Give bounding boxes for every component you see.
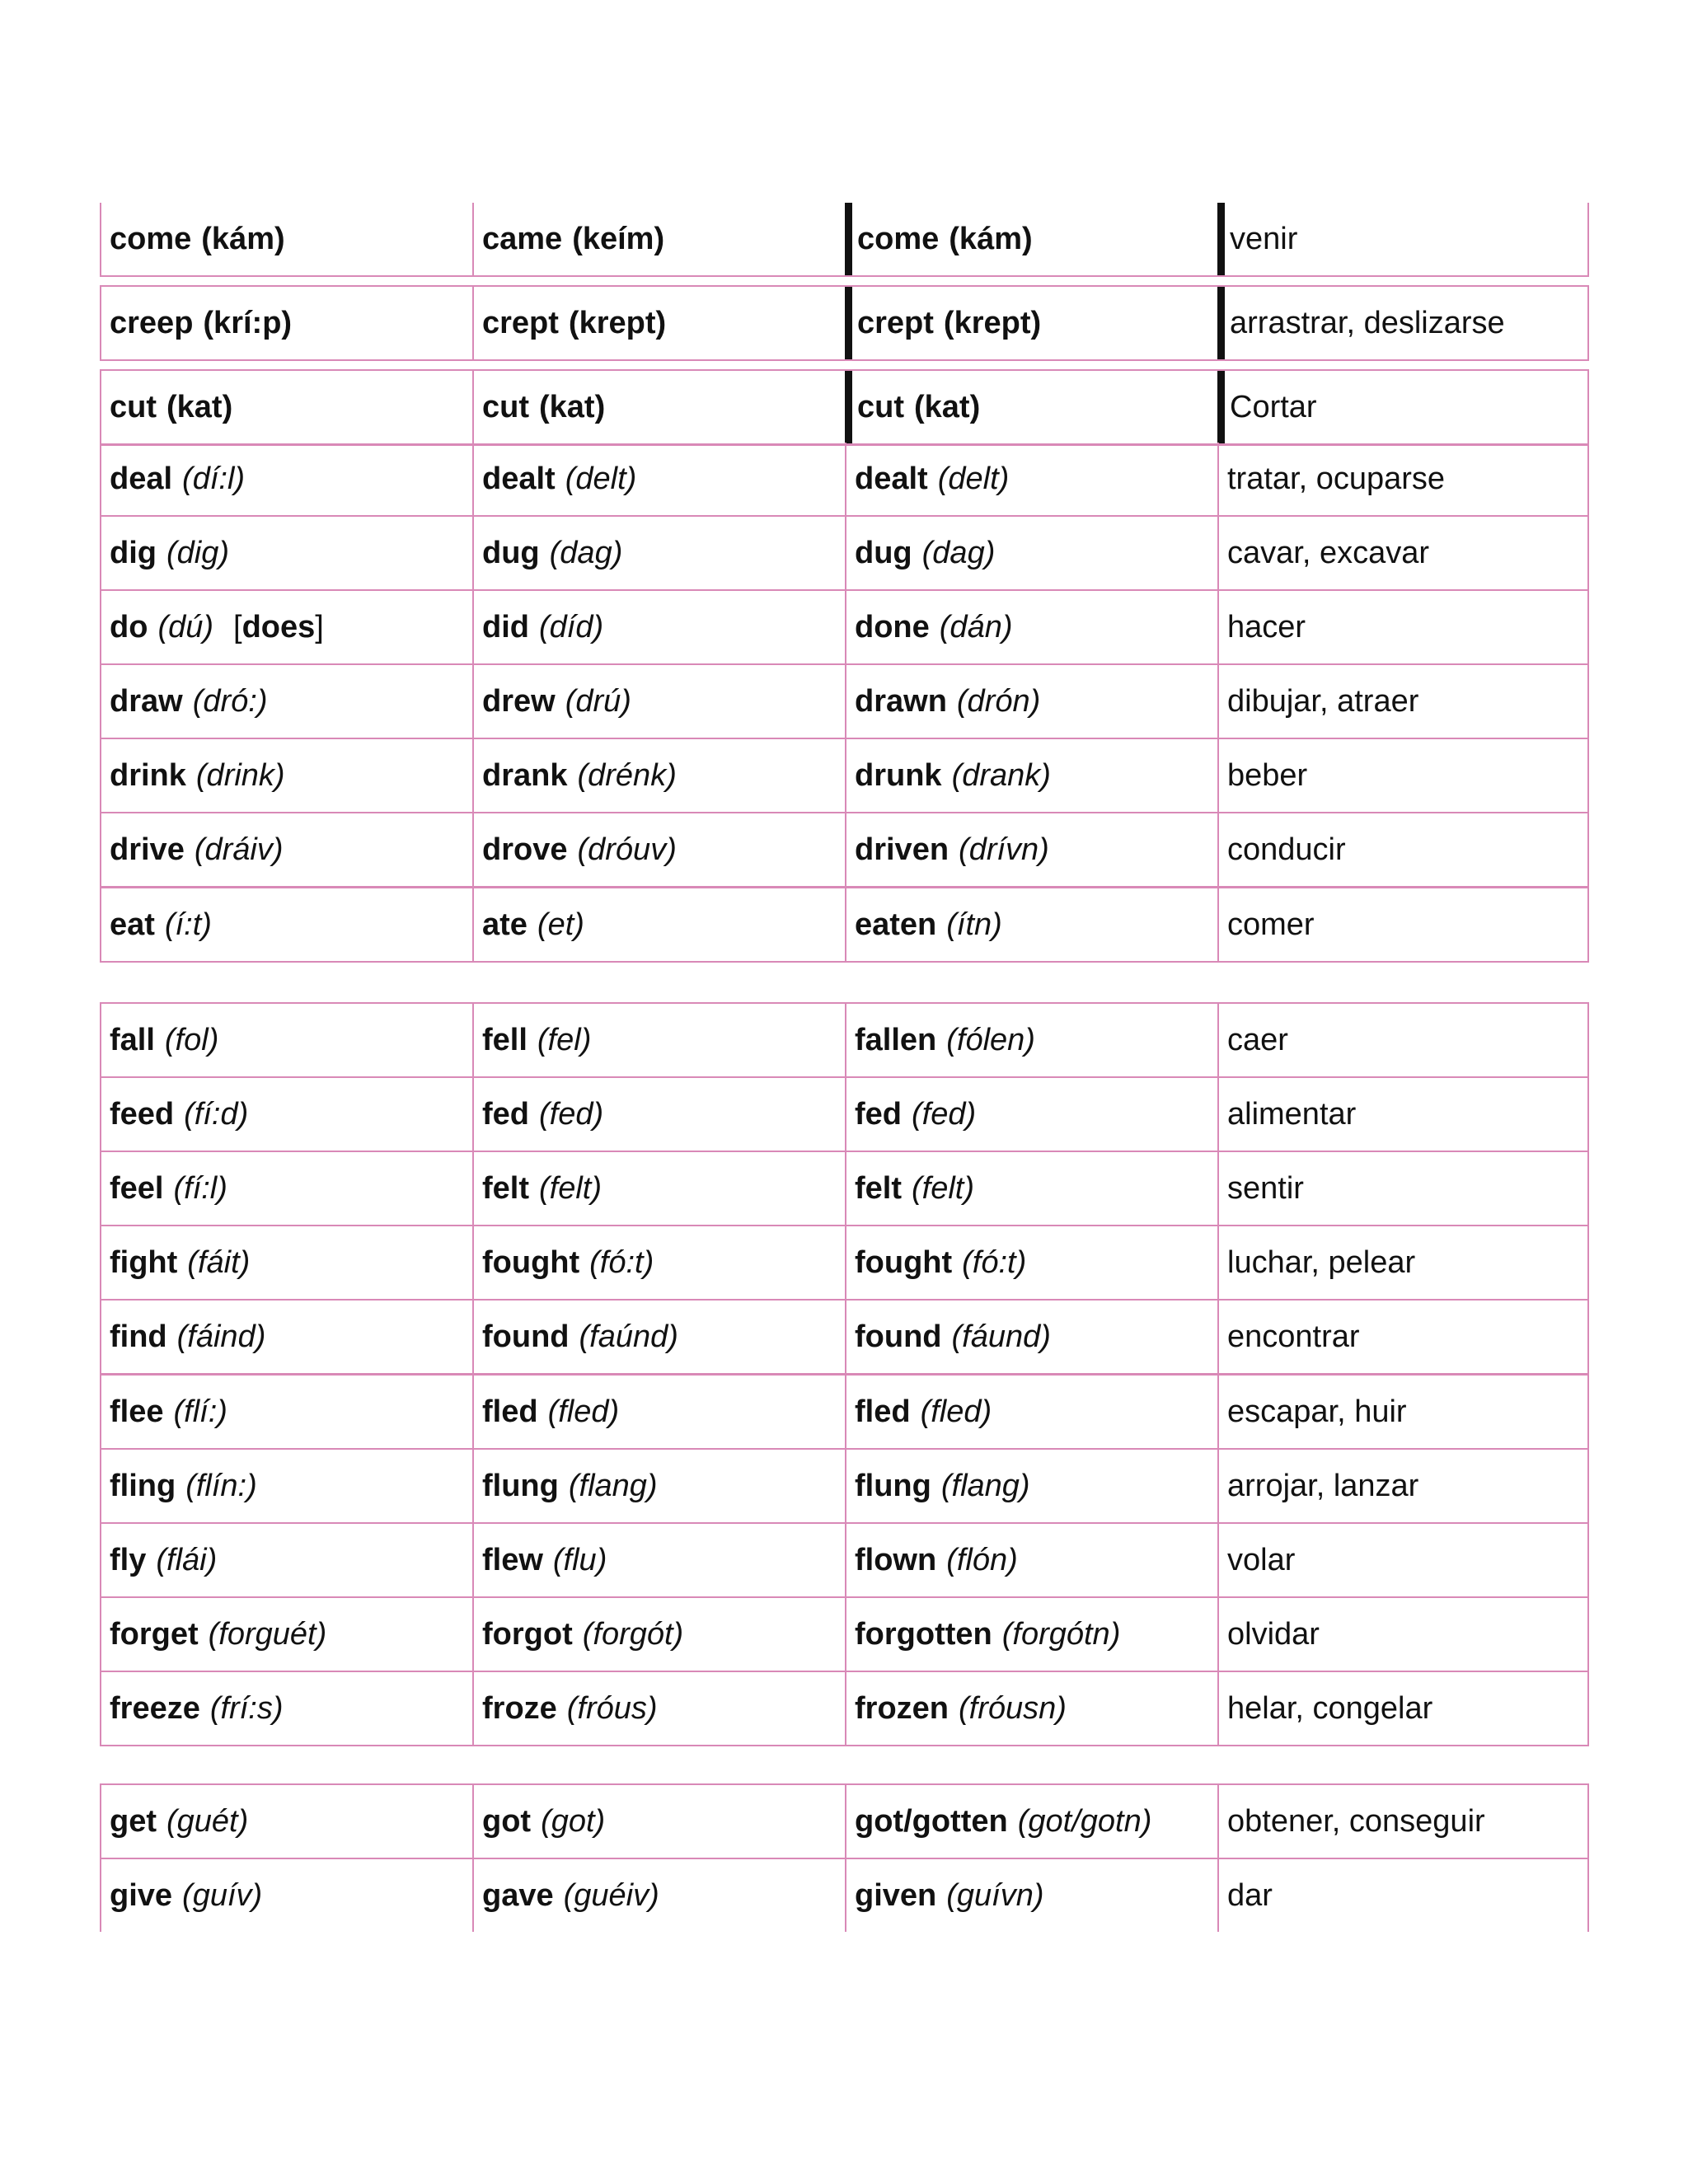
- table-row: [100, 1859, 1589, 1932]
- verb-past: fled: [482, 1394, 538, 1429]
- verb-participle: fallen: [855, 1022, 937, 1057]
- verb-pron: (flái): [156, 1542, 218, 1577]
- participle-cell: [845, 1859, 1217, 1932]
- past-pron: (krept): [568, 305, 667, 340]
- past-pron: (kat): [539, 389, 606, 424]
- meaning-cell: [1217, 1301, 1589, 1373]
- participle-cell: [845, 287, 1217, 359]
- verb-past: drove: [482, 832, 568, 867]
- base-form-cell: [100, 1376, 472, 1448]
- base-form-cell: [100, 287, 472, 359]
- verb-past: fought: [482, 1244, 580, 1280]
- participle-cell: [845, 1598, 1217, 1671]
- verb-participle: flown: [855, 1542, 937, 1577]
- meaning-cell: [1217, 665, 1589, 738]
- participle-cell: [845, 443, 1217, 515]
- verb-participle: given: [855, 1877, 937, 1913]
- participle-cell: [845, 371, 1217, 443]
- base-form-cell: [100, 1226, 472, 1299]
- meaning-cell: [1217, 203, 1589, 275]
- past-form-cell: [472, 1524, 845, 1596]
- participle-pron: (kám): [949, 221, 1033, 256]
- verb-pron: (kám): [201, 221, 285, 256]
- base-form-cell: [100, 443, 472, 515]
- past-form-cell: [472, 1152, 845, 1225]
- base-form-cell: [100, 591, 472, 663]
- past-pron: (fled): [547, 1394, 620, 1429]
- verb-base: drink: [110, 757, 186, 793]
- verb-base: get: [110, 1803, 157, 1839]
- participle-cell: [845, 739, 1217, 812]
- verb-participle: frozen: [855, 1690, 949, 1726]
- past-form-cell: [472, 1450, 845, 1522]
- verb-past: felt: [482, 1170, 529, 1206]
- verb-meaning: tratar, ocuparse: [1227, 461, 1446, 496]
- verb-base: come: [110, 221, 192, 256]
- verb-meaning: escapar, huir: [1227, 1394, 1407, 1429]
- participle-pron: (fled): [920, 1394, 992, 1429]
- participle-cell: [845, 1301, 1217, 1373]
- participle-cell: [845, 1524, 1217, 1596]
- base-form-cell: [100, 1152, 472, 1225]
- past-pron: (díd): [538, 609, 604, 644]
- verb-base: fling: [110, 1468, 176, 1503]
- participle-pron: (flang): [940, 1468, 1030, 1503]
- participle-pron: (fáund): [951, 1319, 1051, 1354]
- past-pron: (felt): [539, 1170, 602, 1206]
- verb-meaning: sentir: [1227, 1170, 1304, 1206]
- verb-base: deal: [110, 461, 173, 496]
- verb-table-d-block: [100, 443, 1589, 963]
- verb-pron: (frí:s): [209, 1690, 284, 1726]
- past-pron: (forgót): [582, 1616, 684, 1652]
- meaning-cell: [1217, 1004, 1589, 1076]
- verb-participle: found: [855, 1319, 942, 1354]
- verb-base: draw: [110, 683, 183, 719]
- verb-participle: done: [855, 609, 930, 644]
- verb-past: cut: [482, 389, 529, 424]
- verb-extra: [does]: [233, 609, 324, 644]
- base-form-cell: [100, 813, 472, 886]
- verb-pron: (dú): [157, 609, 214, 644]
- participle-pron: (fólen): [946, 1022, 1035, 1057]
- verb-past: did: [482, 609, 529, 644]
- verb-base: creep: [110, 305, 194, 340]
- verb-pron: (fí:l): [173, 1170, 227, 1206]
- table-row: [100, 888, 1589, 963]
- meaning-cell: [1217, 1450, 1589, 1522]
- past-form-cell: [472, 1078, 845, 1151]
- verb-base: give: [110, 1877, 173, 1913]
- verb-meaning: dibujar, atraer: [1227, 683, 1419, 719]
- past-form-cell: [472, 1376, 845, 1448]
- participle-pron: (kat): [914, 389, 981, 424]
- table-row: [100, 665, 1589, 739]
- past-pron: (flang): [568, 1468, 658, 1503]
- verb-participle: got/gotten: [855, 1803, 1008, 1839]
- base-form-cell: [100, 1672, 472, 1745]
- participle-cell: [845, 1672, 1217, 1745]
- verb-table-g-block: [100, 1783, 1589, 1932]
- verb-base: fight: [110, 1244, 178, 1280]
- verb-meaning: Cortar: [1230, 389, 1317, 424]
- meaning-cell: [1217, 1598, 1589, 1671]
- verb-participle: flung: [855, 1468, 931, 1503]
- verb-pron: (guív): [182, 1877, 263, 1913]
- participle-pron: (felt): [912, 1170, 974, 1206]
- verb-base: flee: [110, 1394, 164, 1429]
- participle-pron: (forgótn): [1001, 1616, 1121, 1652]
- verb-meaning: conducir: [1227, 832, 1346, 867]
- participle-pron: (krept): [943, 305, 1042, 340]
- base-form-cell: [100, 517, 472, 589]
- meaning-cell: [1217, 1524, 1589, 1596]
- verb-past: fed: [482, 1096, 529, 1132]
- base-form-cell: [100, 371, 472, 443]
- participle-pron: (fróusn): [959, 1690, 1067, 1726]
- participle-pron: (ítn): [946, 907, 1002, 942]
- participle-pron: (delt): [937, 461, 1010, 496]
- table-row: [100, 443, 1589, 517]
- past-pron: (delt): [565, 461, 637, 496]
- base-form-cell: [100, 1785, 472, 1858]
- verb-pron: (fí:d): [184, 1096, 249, 1132]
- base-form-cell: [100, 1450, 472, 1522]
- past-pron: (fó:t): [589, 1244, 654, 1280]
- verb-pron: (guét): [166, 1803, 249, 1839]
- participle-cell: [845, 1226, 1217, 1299]
- base-form-cell: [100, 1598, 472, 1671]
- participle-cell: [845, 591, 1217, 663]
- base-form-cell: [100, 1859, 472, 1932]
- verb-past: dug: [482, 535, 540, 570]
- meaning-cell: [1217, 443, 1589, 515]
- verb-meaning: alimentar: [1227, 1096, 1357, 1132]
- past-pron: (flu): [552, 1542, 607, 1577]
- past-form-cell: [472, 665, 845, 738]
- base-form-cell: [100, 1301, 472, 1373]
- past-form-cell: [472, 371, 845, 443]
- past-pron: (got): [541, 1803, 606, 1839]
- verb-participle: eaten: [855, 907, 937, 942]
- participle-cell: [845, 1785, 1217, 1858]
- past-form-cell: [472, 1301, 845, 1373]
- verb-past: drank: [482, 757, 568, 793]
- base-form-cell: [100, 739, 472, 812]
- past-pron: (fed): [539, 1096, 604, 1132]
- participle-cell: [845, 1450, 1217, 1522]
- verb-pron: (fáit): [187, 1244, 251, 1280]
- verb-meaning: obtener, conseguir: [1227, 1803, 1485, 1839]
- verb-participle: dealt: [855, 461, 928, 496]
- participle-pron: (fed): [912, 1096, 977, 1132]
- base-form-cell: [100, 1004, 472, 1076]
- verb-pron: (dig): [166, 535, 230, 570]
- verb-pron: (fáind): [176, 1319, 266, 1354]
- past-pron: (keím): [572, 221, 665, 256]
- table-row: [100, 369, 1589, 446]
- verb-base: drive: [110, 832, 185, 867]
- participle-pron: (flón): [946, 1542, 1018, 1577]
- verb-past: gave: [482, 1877, 554, 1913]
- past-pron: (faúnd): [579, 1319, 678, 1354]
- base-form-cell: [100, 203, 472, 275]
- meaning-cell: [1217, 517, 1589, 589]
- verb-participle: drawn: [855, 683, 947, 719]
- verb-participle: crept: [857, 305, 934, 340]
- table-row: [100, 1672, 1589, 1746]
- verb-base: fall: [110, 1022, 155, 1057]
- verb-participle: cut: [857, 389, 904, 424]
- meaning-cell: [1217, 287, 1589, 359]
- verb-base: forget: [110, 1616, 199, 1652]
- past-form-cell: [472, 739, 845, 812]
- verb-pron: (dí:l): [182, 461, 246, 496]
- table-row: [100, 739, 1589, 813]
- verb-pron: (krí:p): [203, 305, 293, 340]
- past-form-cell: [472, 1859, 845, 1932]
- past-pron: (fel): [537, 1022, 592, 1057]
- verb-base: freeze: [110, 1690, 200, 1726]
- table-row: [100, 1783, 1589, 1859]
- participle-cell: [845, 1152, 1217, 1225]
- past-pron: (et): [537, 907, 584, 942]
- verb-participle: fed: [855, 1096, 902, 1132]
- base-form-cell: [100, 888, 472, 961]
- verb-base: do: [110, 609, 148, 644]
- verb-base: dig: [110, 535, 157, 570]
- meaning-cell: [1217, 813, 1589, 886]
- verb-pron: (í:t): [164, 907, 212, 942]
- verb-past: forgot: [482, 1616, 573, 1652]
- participle-cell: [845, 665, 1217, 738]
- table-row: [100, 813, 1589, 888]
- table-row: [100, 591, 1589, 665]
- verb-meaning: comer: [1227, 907, 1315, 942]
- verb-base: eat: [110, 907, 155, 942]
- past-pron: (dróuv): [577, 832, 677, 867]
- past-form-cell: [472, 203, 845, 275]
- meaning-cell: [1217, 1376, 1589, 1448]
- verb-meaning: beber: [1227, 757, 1308, 793]
- table-row: [100, 1524, 1589, 1598]
- verb-table-f-block: [100, 1002, 1589, 1746]
- participle-pron: (fó:t): [962, 1244, 1027, 1280]
- meaning-cell: [1217, 739, 1589, 812]
- meaning-cell: [1217, 1672, 1589, 1745]
- meaning-cell: [1217, 1078, 1589, 1151]
- past-pron: (fróus): [566, 1690, 658, 1726]
- verb-meaning: hacer: [1227, 609, 1306, 644]
- verb-meaning: olvidar: [1227, 1616, 1320, 1652]
- past-form-cell: [472, 517, 845, 589]
- verb-pron: (fol): [164, 1022, 219, 1057]
- past-pron: (guéiv): [563, 1877, 659, 1913]
- table-row: [100, 1598, 1589, 1672]
- base-form-cell: [100, 1524, 472, 1596]
- participle-pron: (got/gotn): [1017, 1803, 1152, 1839]
- table-row: [100, 517, 1589, 591]
- verb-past: froze: [482, 1690, 557, 1726]
- verb-past: drew: [482, 683, 556, 719]
- verb-base: fly: [110, 1542, 147, 1577]
- verb-participle: fought: [855, 1244, 953, 1280]
- participle-pron: (drívn): [959, 832, 1049, 867]
- past-pron: (dag): [549, 535, 623, 570]
- meaning-cell: [1217, 1785, 1589, 1858]
- base-form-cell: [100, 665, 472, 738]
- verb-participle: forgotten: [855, 1616, 992, 1652]
- table-row: [100, 1301, 1589, 1376]
- verb-pron: (dráiv): [194, 832, 284, 867]
- past-form-cell: [472, 813, 845, 886]
- verb-extra-form: does: [241, 609, 316, 644]
- participle-pron: (drón): [956, 683, 1041, 719]
- past-form-cell: [472, 1598, 845, 1671]
- verb-meaning: caer: [1227, 1022, 1288, 1057]
- verb-participle: driven: [855, 832, 950, 867]
- past-form-cell: [472, 888, 845, 961]
- verb-past: ate: [482, 907, 528, 942]
- base-form-cell: [100, 1078, 472, 1151]
- verb-pron: (dró:): [192, 683, 268, 719]
- meaning-cell: [1217, 371, 1589, 443]
- table-row: [100, 1078, 1589, 1152]
- meaning-cell: [1217, 888, 1589, 961]
- verb-participle: fled: [855, 1394, 911, 1429]
- participle-cell: [845, 1078, 1217, 1151]
- verb-participle: felt: [855, 1170, 902, 1206]
- participle-pron: (guívn): [946, 1877, 1044, 1913]
- verb-pron: (kat): [166, 389, 233, 424]
- participle-cell: [845, 888, 1217, 961]
- participle-cell: [845, 1376, 1217, 1448]
- past-pron: (drénk): [577, 757, 677, 793]
- past-form-cell: [472, 1672, 845, 1745]
- verb-meaning: arrastrar, deslizarse: [1230, 305, 1505, 340]
- past-pron: (drú): [565, 683, 631, 719]
- table-row: [100, 285, 1589, 361]
- participle-cell: [845, 517, 1217, 589]
- verb-meaning: helar, congelar: [1227, 1690, 1433, 1726]
- verb-participle: dug: [855, 535, 912, 570]
- verb-meaning: luchar, pelear: [1227, 1244, 1416, 1280]
- verb-base: cut: [110, 389, 157, 424]
- verb-meaning: arrojar, lanzar: [1227, 1468, 1419, 1503]
- verb-past: flung: [482, 1468, 559, 1503]
- verb-participle: come: [857, 221, 940, 256]
- verb-base: feed: [110, 1096, 175, 1132]
- past-form-cell: [472, 1785, 845, 1858]
- table-row: [100, 1376, 1589, 1450]
- verb-meaning: venir: [1230, 221, 1298, 256]
- meaning-cell: [1217, 591, 1589, 663]
- participle-cell: [845, 1004, 1217, 1076]
- table-row: [100, 1002, 1589, 1078]
- verb-past: crept: [482, 305, 559, 340]
- verb-pron: (drink): [195, 757, 285, 793]
- verb-past: came: [482, 221, 563, 256]
- verb-table-c-block: [100, 203, 1589, 446]
- verb-past: found: [482, 1319, 570, 1354]
- past-form-cell: [472, 443, 845, 515]
- verb-base: find: [110, 1319, 167, 1354]
- participle-pron: (dán): [939, 609, 1013, 644]
- verb-past: flew: [482, 1542, 543, 1577]
- participle-cell: [845, 203, 1217, 275]
- table-row: [100, 203, 1589, 277]
- verb-meaning: dar: [1227, 1877, 1273, 1913]
- verb-participle: drunk: [855, 757, 942, 793]
- verb-meaning: cavar, excavar: [1227, 535, 1429, 570]
- participle-cell: [845, 813, 1217, 886]
- verb-past: dealt: [482, 461, 556, 496]
- verb-meaning: volar: [1227, 1542, 1296, 1577]
- verb-pron: (forguét): [208, 1616, 327, 1652]
- meaning-cell: [1217, 1859, 1589, 1932]
- past-form-cell: [472, 287, 845, 359]
- meaning-cell: [1217, 1152, 1589, 1225]
- verb-meaning: encontrar: [1227, 1319, 1360, 1354]
- table-row: [100, 1152, 1589, 1226]
- meaning-cell: [1217, 1226, 1589, 1299]
- participle-pron: (drank): [951, 757, 1051, 793]
- past-form-cell: [472, 1226, 845, 1299]
- table-row: [100, 1450, 1589, 1524]
- table-row: [100, 1226, 1589, 1301]
- verb-past: got: [482, 1803, 532, 1839]
- participle-pron: (dag): [921, 535, 996, 570]
- verb-base: feel: [110, 1170, 164, 1206]
- verb-pron: (flín:): [185, 1468, 257, 1503]
- past-form-cell: [472, 1004, 845, 1076]
- verb-pron: (flí:): [173, 1394, 227, 1429]
- past-form-cell: [472, 591, 845, 663]
- verb-past: fell: [482, 1022, 528, 1057]
